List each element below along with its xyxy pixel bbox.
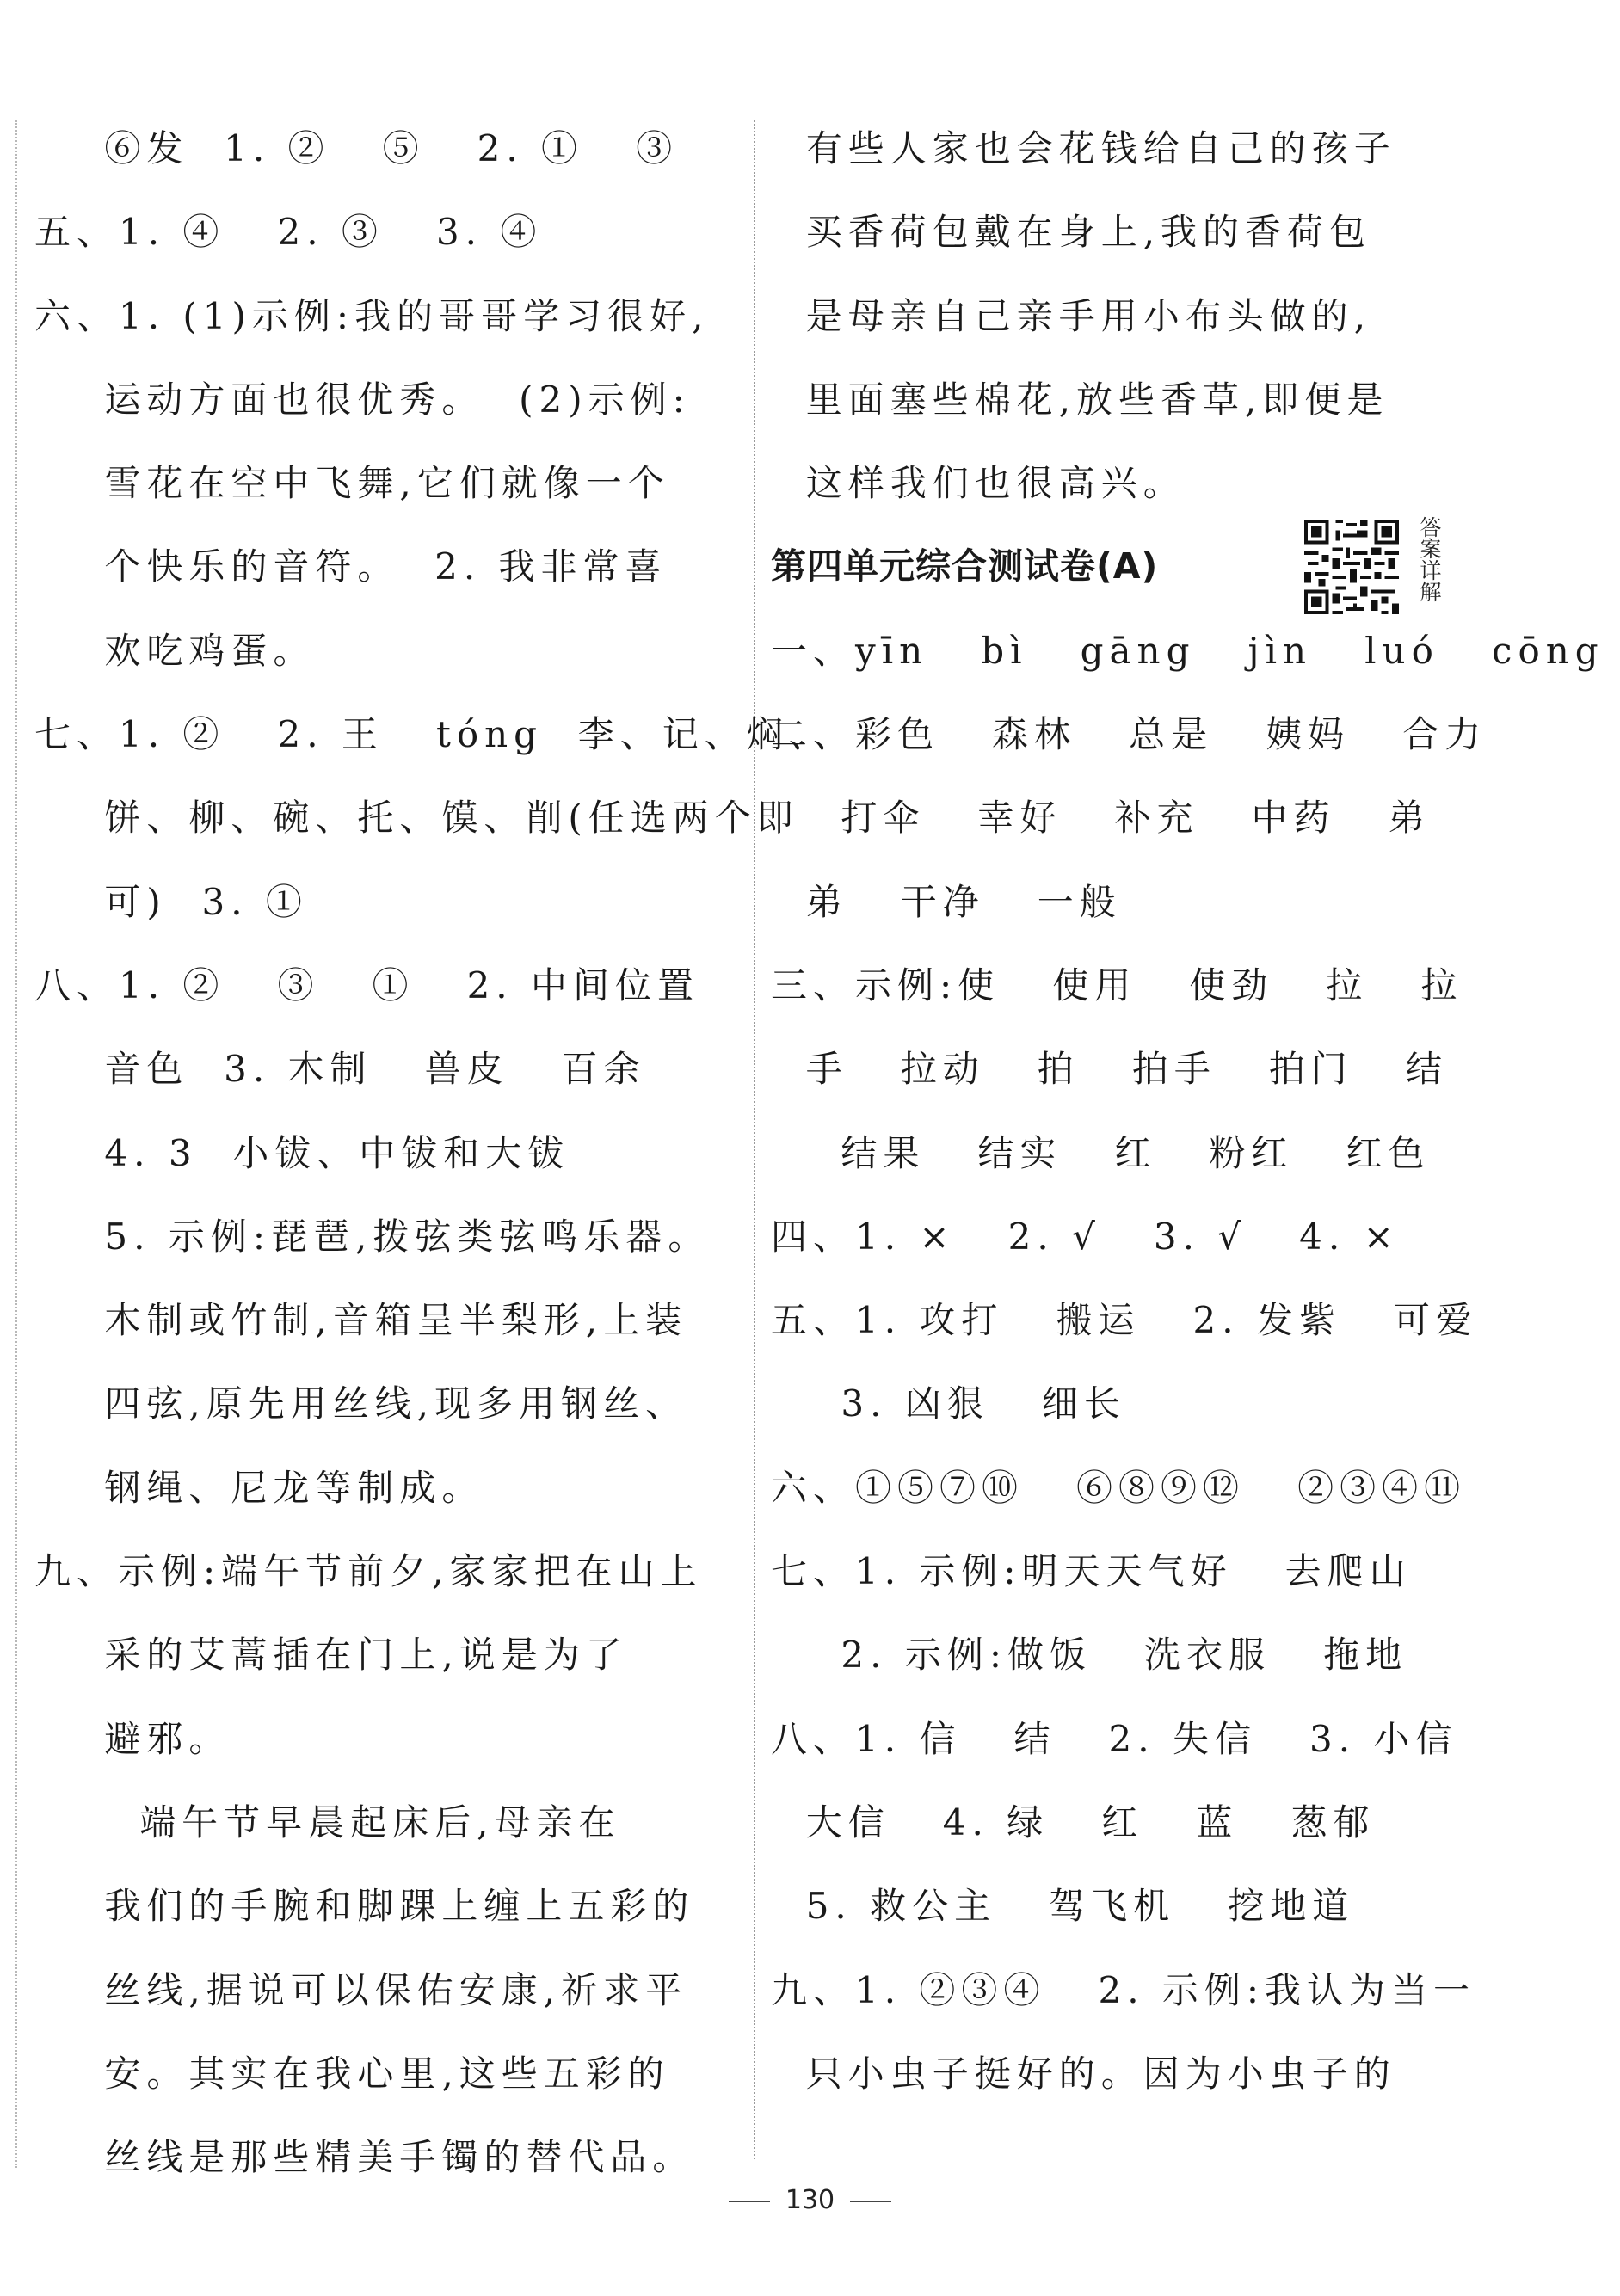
answer-line: 八、1. 信 结 2. 失信 3. 小信 bbox=[771, 1717, 1458, 1760]
answer-line: 一、yīn bì gāng jìn luó cōng bbox=[771, 629, 1605, 672]
answer-line: 5. 示例:琵琶,拨弦类弦鸣乐器。 bbox=[34, 1215, 711, 1258]
answer-line: 八、1. ② ③ ① 2. 中间位置 bbox=[34, 963, 700, 1006]
answer-line: 四弦,原先用丝线,现多用钢丝、 bbox=[34, 1382, 688, 1425]
answer-line: 2. 示例:做饭 洗衣服 拖地 bbox=[771, 1634, 1408, 1677]
answer-line: 结果 结实 红 粉红 红色 bbox=[771, 1131, 1431, 1174]
answer-line: 有些人家也会花钱给自己的孩子 bbox=[771, 127, 1396, 169]
answer-line: 买香荷包戴在身上,我的香荷包 bbox=[771, 211, 1372, 254]
answer-line: 避邪。 bbox=[34, 1717, 231, 1760]
answer-line: 欢吃鸡蛋。 bbox=[34, 629, 316, 672]
left-column bbox=[34, 107, 831, 2199]
answer-line: 端午节早晨起床后,母亲在 bbox=[34, 1800, 621, 1844]
answer-line: 二、彩色 森林 总是 姨妈 合力 bbox=[771, 713, 1488, 756]
qr-caption: 答案详解 bbox=[1417, 516, 1442, 603]
answer-line: 九、示例:端午节前夕,家家把在山上 bbox=[34, 1550, 703, 1593]
answer-line: 七、1. ② 2. 王 tóng 李、记、焖、 bbox=[34, 713, 831, 756]
footer-dash-left bbox=[729, 2201, 770, 2202]
answer-line: 采的艾蒿插在门上,说是为了 bbox=[34, 1634, 628, 1677]
answer-line: 五、1. ④ 2. ③ 3. ④ bbox=[34, 211, 543, 254]
answer-line: 3. 凶狠 细长 bbox=[771, 1382, 1126, 1425]
right-column bbox=[771, 107, 1605, 2115]
answer-line: 5. 救公主 驾飞机 挖地道 bbox=[771, 1885, 1355, 1928]
section-heading: 第四单元综合测试卷(A) bbox=[771, 545, 1159, 588]
page-footer bbox=[0, 2185, 1620, 2215]
page-number: 130 bbox=[785, 2185, 835, 2215]
answer-line: 我们的手腕和脚踝上缠上五彩的 bbox=[34, 1885, 695, 1928]
answer-line: 安。其实在我心里,这些五彩的 bbox=[34, 2052, 670, 2095]
answer-line: 这样我们也很高兴。 bbox=[771, 462, 1186, 505]
answer-line: 丝线是那些精美手镯的替代品。 bbox=[34, 2136, 695, 2179]
section-heading-row bbox=[771, 516, 1476, 608]
answer-line: 个快乐的音符。 2. 我非常喜 bbox=[34, 545, 668, 588]
margin-line bbox=[15, 120, 17, 2168]
answer-line: 打伞 幸好 补充 中药 弟 bbox=[771, 797, 1431, 840]
answer-line: 音色 3. 木制 兽皮 百余 bbox=[34, 1048, 646, 1091]
answer-line: 丝线,据说可以保佑安康,祈求平 bbox=[34, 1968, 688, 2011]
answer-line: 可) 3. ① bbox=[34, 880, 308, 923]
answer-line: 手 拉动 拍 拍手 拍门 结 bbox=[771, 1048, 1448, 1091]
answer-line: 雪花在空中飞舞,它们就像一个 bbox=[34, 462, 670, 505]
answer-line: 运动方面也很优秀。 (2)示例: bbox=[34, 378, 691, 421]
answer-line: 4. 3 小钹、中钹和大钹 bbox=[34, 1131, 570, 1174]
answer-line: 大信 4. 绿 红 蓝 葱郁 bbox=[771, 1800, 1376, 1844]
answer-line: 九、1. ②③④ 2. 示例:我认为当一 bbox=[771, 1968, 1476, 2011]
answer-line: 五、1. 攻打 搬运 2. 发紫 可爱 bbox=[771, 1299, 1479, 1342]
answer-line: 木制或竹制,音箱呈半梨形,上装 bbox=[34, 1299, 688, 1342]
answer-line: 三、示例:使 使用 使劲 拉 拉 bbox=[771, 963, 1463, 1006]
answer-line: 饼、柳、碗、托、馍、削(任选两个即 bbox=[34, 797, 799, 840]
answer-line: 四、1. × 2. √ 3. √ 4. × bbox=[771, 1215, 1400, 1258]
answer-line: ⑥发 1. ② ⑤ 2. ① ③ bbox=[34, 127, 679, 169]
answer-line: 弟 干净 一般 bbox=[771, 880, 1122, 923]
qr-code-icon[interactable] bbox=[1301, 516, 1402, 618]
answer-line: 里面塞些棉花,放些香草,即便是 bbox=[771, 378, 1389, 421]
answer-line: 六、①⑤⑦⑩ ⑥⑧⑨⑫ ②③④⑪ bbox=[771, 1466, 1467, 1509]
answer-line: 只小虫子挺好的。因为小虫子的 bbox=[771, 2052, 1396, 2095]
answer-line: 七、1. 示例:明天天气好 去爬山 bbox=[771, 1550, 1412, 1593]
footer-dash-right bbox=[850, 2201, 891, 2202]
answer-line: 钢绳、尼龙等制成。 bbox=[34, 1466, 484, 1509]
column-divider bbox=[754, 120, 755, 2159]
answer-line: 六、1. (1)示例:我的哥哥学习很好, bbox=[34, 294, 710, 337]
answer-line: 是母亲自己亲手用小布头做的, bbox=[771, 294, 1372, 337]
